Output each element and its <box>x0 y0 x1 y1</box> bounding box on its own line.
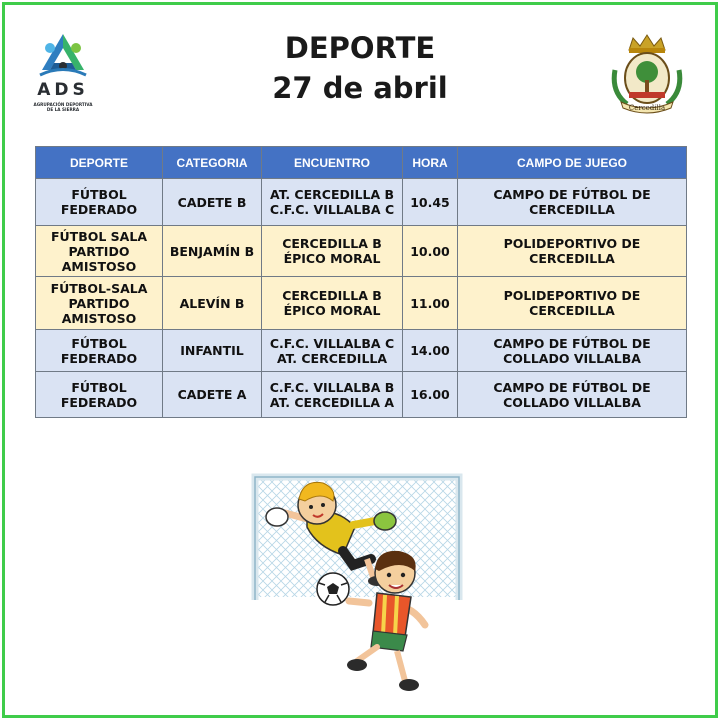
cell-encuentro: CERCEDILLA B ÉPICO MORAL <box>262 226 403 277</box>
title-line-date: 27 de abril <box>272 71 448 105</box>
cell-categoria: BENJAMÍN B <box>163 226 262 277</box>
table-row <box>36 277 687 330</box>
schedule-table <box>35 146 687 418</box>
cell-hora: 14.00 <box>403 330 458 372</box>
cell-encuentro: AT. CERCEDILLA B C.F.C. VILLALBA C <box>262 179 403 226</box>
ads-logo-text: ADS <box>37 80 89 100</box>
page-title <box>210 28 510 108</box>
cell-campo: CAMPO DE FÚTBOL DE COLLADO VILLALBA <box>458 330 687 372</box>
table-row <box>36 179 687 226</box>
header-campo: CAMPO DE JUEGO <box>458 147 687 179</box>
soccer-ball-icon <box>317 573 349 605</box>
header-deporte: DEPORTE <box>36 147 163 179</box>
ads-logo <box>30 30 100 120</box>
crest-label: Cercedilla <box>628 104 666 112</box>
cell-deporte: FÚTBOL-SALA PARTIDO AMISTOSO <box>36 277 163 330</box>
cell-campo: POLIDEPORTIVO DE CERCEDILLA <box>458 277 687 330</box>
cell-encuentro: C.F.C. VILLALBA B AT. CERCEDILLA A <box>262 372 403 418</box>
title-line-sport: DEPORTE <box>284 31 436 65</box>
cell-encuentro: C.F.C. VILLALBA C AT. CERCEDILLA <box>262 330 403 372</box>
table-row <box>36 226 687 277</box>
cell-hora: 10.45 <box>403 179 458 226</box>
cell-campo: CAMPO DE FÚTBOL DE CERCEDILLA <box>458 179 687 226</box>
header-categoria: CATEGORIA <box>163 147 262 179</box>
cell-campo: CAMPO DE FÚTBOL DE COLLADO VILLALBA <box>458 372 687 418</box>
header-hora: HORA <box>403 147 458 179</box>
cell-deporte: FÚTBOL FEDERADO <box>36 372 163 418</box>
goal-net-icon <box>255 477 459 600</box>
ads-emblem-icon <box>30 30 96 80</box>
header-encuentro: ENCUENTRO <box>262 147 403 179</box>
cell-deporte: FÚTBOL SALA PARTIDO AMISTOSO <box>36 226 163 277</box>
cell-categoria: ALEVÍN B <box>163 277 262 330</box>
soccer-kids-illustration <box>245 455 480 700</box>
cell-categoria: INFANTIL <box>163 330 262 372</box>
cell-hora: 10.00 <box>403 226 458 277</box>
cell-hora: 11.00 <box>403 277 458 330</box>
cell-categoria: CADETE A <box>163 372 262 418</box>
cell-deporte: FÚTBOL FEDERADO <box>36 330 163 372</box>
cell-encuentro: CERCEDILLA B ÉPICO MORAL <box>262 277 403 330</box>
ads-logo-subtitle: AGRUPACIÓN DEPORTIVA DE LA SIERRA <box>33 102 93 112</box>
table-header-row <box>36 147 687 179</box>
cell-categoria: CADETE B <box>163 179 262 226</box>
table-row <box>36 372 687 418</box>
table-row <box>36 330 687 372</box>
cell-deporte: FÚTBOL FEDERADO <box>36 179 163 226</box>
cercedilla-crest-icon <box>607 30 687 116</box>
cell-hora: 16.00 <box>403 372 458 418</box>
cell-campo: POLIDEPORTIVO DE CERCEDILLA <box>458 226 687 277</box>
